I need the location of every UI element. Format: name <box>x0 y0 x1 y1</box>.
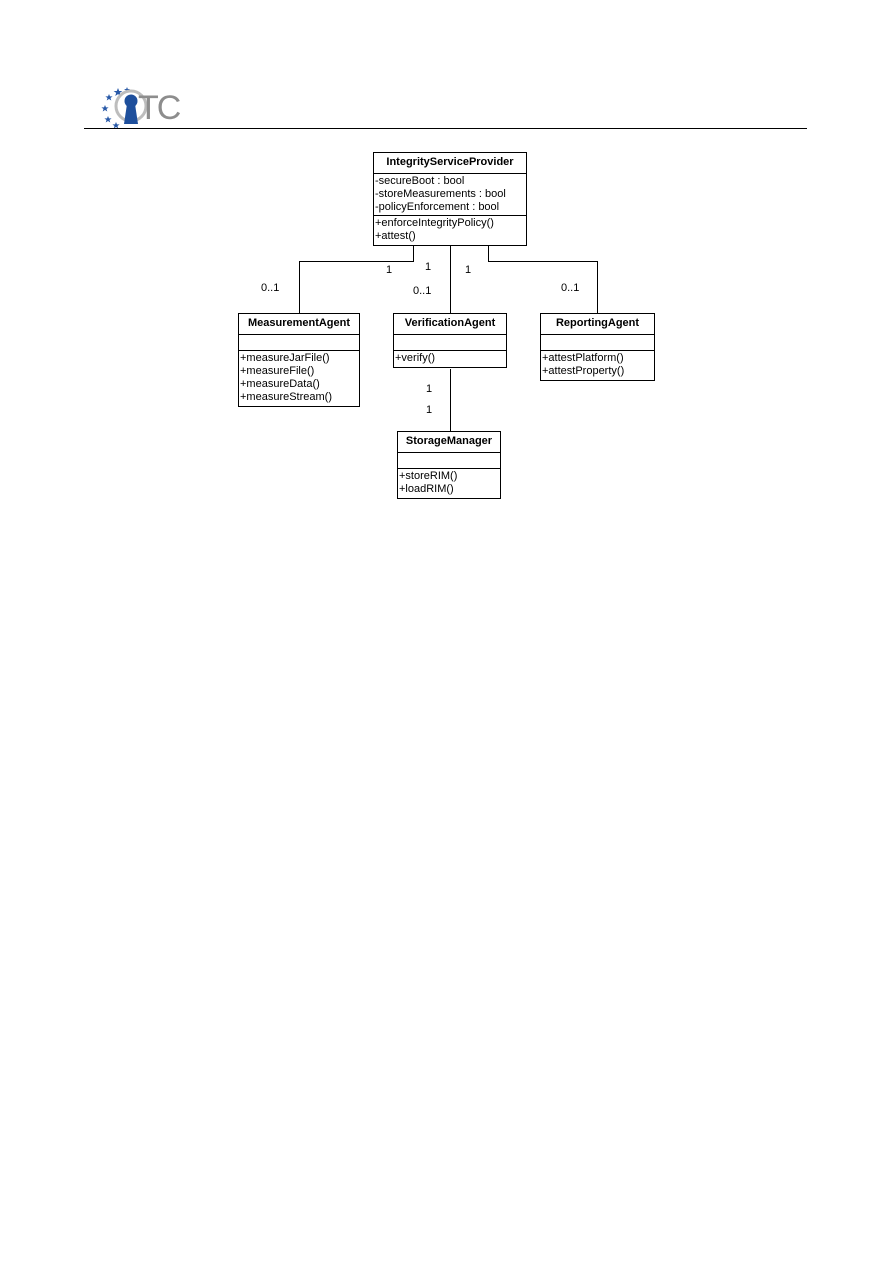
class-operations <box>398 469 500 498</box>
class-reporting-agent[interactable] <box>540 313 655 381</box>
operation: +enforceIntegrityPolicy() <box>375 217 494 229</box>
class-attributes <box>239 335 359 351</box>
class-operations <box>239 351 359 406</box>
attribute: -policyEnforcement : bool <box>375 201 500 213</box>
class-attributes <box>394 335 506 351</box>
multiplicity-storage-end: 1 <box>426 404 433 416</box>
class-operations <box>374 216 526 245</box>
attribute: -storeMeasurements : bool <box>375 188 506 200</box>
multiplicity-isp-measurement: 1 <box>386 264 393 276</box>
operation: +measureData() <box>240 378 320 390</box>
multiplicity-measurement-end: 0..1 <box>261 282 280 294</box>
operation: +loadRIM() <box>399 483 454 495</box>
operation: +measureStream() <box>240 391 333 403</box>
class-name: VerificationAgent <box>394 314 506 335</box>
logo-text: TC <box>138 89 180 127</box>
class-name: IntegrityServiceProvider <box>374 153 526 174</box>
attribute: -secureBoot : bool <box>375 175 465 187</box>
class-operations <box>541 351 654 380</box>
class-verification-agent[interactable] <box>393 313 507 368</box>
operation: +measureJarFile() <box>240 352 330 364</box>
multiplicity-verification-end: 0..1 <box>413 285 432 297</box>
class-name: MeasurementAgent <box>239 314 359 335</box>
operation: +storeRIM() <box>399 470 458 482</box>
association-line-measurement <box>300 244 414 313</box>
uml-class-diagram <box>0 0 893 520</box>
operation: +attestProperty() <box>542 365 625 377</box>
multiplicity-isp-verification: 1 <box>425 261 432 273</box>
class-attributes <box>374 174 526 216</box>
class-attributes <box>398 453 500 469</box>
operation: +measureFile() <box>240 365 315 377</box>
operation: +attest() <box>375 230 416 242</box>
multiplicity-verification-storage: 1 <box>426 383 433 395</box>
class-measurement-agent[interactable] <box>238 313 360 407</box>
class-integrity-service-provider[interactable] <box>373 152 527 246</box>
class-name: ReportingAgent <box>541 314 654 335</box>
operation: +attestPlatform() <box>542 352 624 364</box>
class-storage-manager[interactable] <box>397 431 501 499</box>
class-operations <box>394 351 506 367</box>
operation: +verify() <box>395 352 436 364</box>
association-line-reporting <box>489 244 598 313</box>
multiplicity-reporting-end: 0..1 <box>561 282 580 294</box>
class-attributes <box>541 335 654 351</box>
class-name: StorageManager <box>398 432 500 453</box>
multiplicity-isp-reporting: 1 <box>465 264 472 276</box>
